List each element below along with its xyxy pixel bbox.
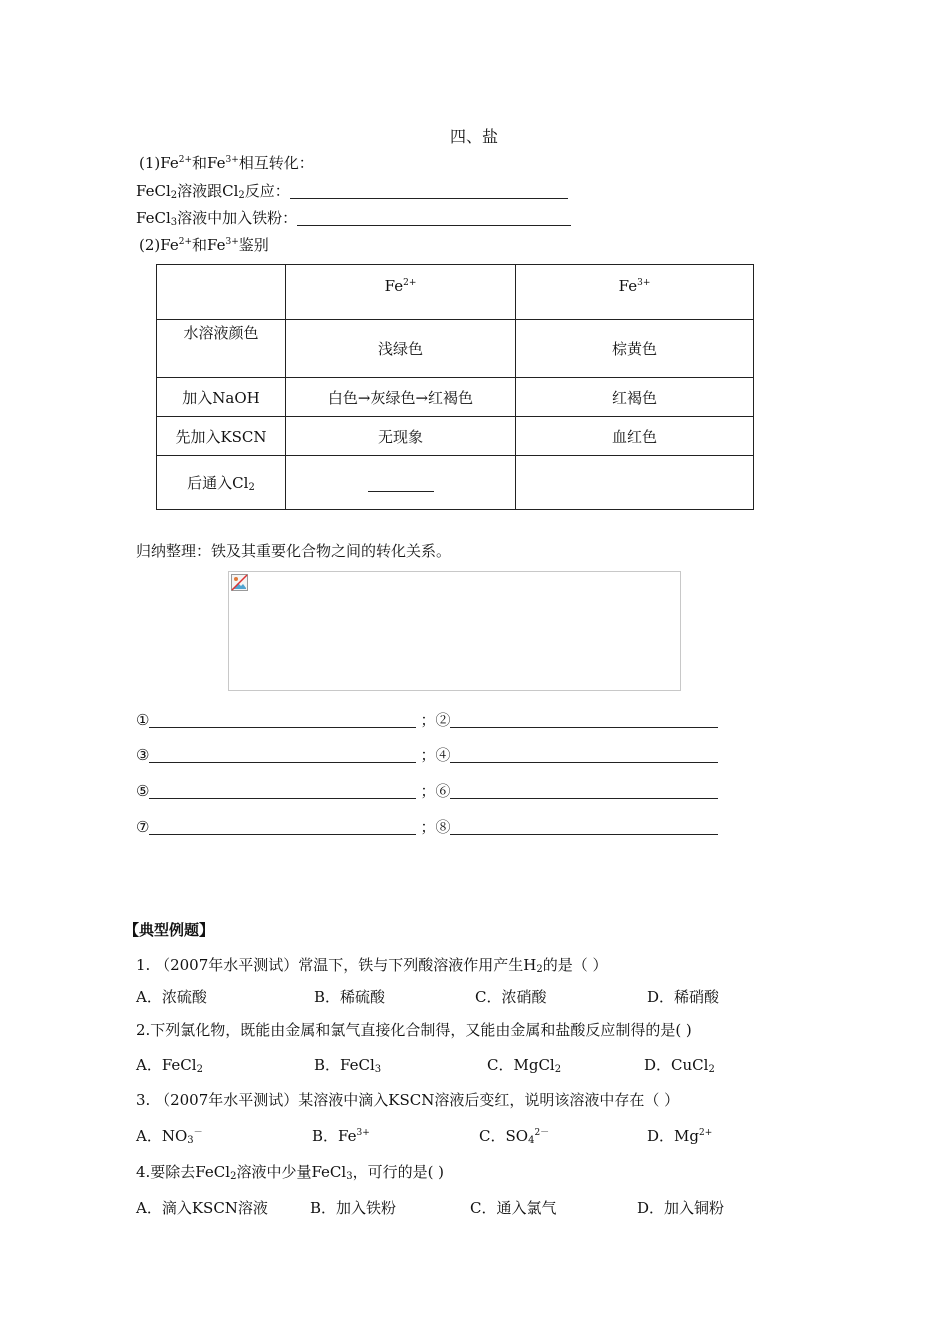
answer-blank[interactable] (450, 820, 718, 835)
section-title: 四、盐 (450, 127, 499, 146)
q3-option-d: D．$Mg^{2+}$ (647, 1127, 713, 1145)
answer-blank[interactable] (149, 748, 416, 763)
answer-row: ① ；② (136, 709, 718, 730)
q2-option-c: C．MgCl$_2$ (487, 1056, 562, 1075)
answer-row: ⑦ ；⑧ (136, 816, 718, 837)
question-1-stem: 1. （2007年水平测试）常温下，铁与下列酸溶液作用产生$H_2$的是（ ） (136, 956, 608, 975)
answer-blank[interactable] (450, 713, 718, 728)
col-header-fe2: $Fe^{2+}$ (286, 265, 516, 320)
answer-blank[interactable] (297, 211, 571, 226)
table-corner-cell (157, 265, 286, 320)
answer-blank[interactable] (149, 713, 416, 728)
table-row (157, 456, 754, 510)
row-label: 水溶液颜色 (157, 320, 286, 378)
cell-fe2: 浅绿色 (286, 320, 516, 378)
identify-heading: $(2)Fe^{2+}$和$Fe^{3+}$鉴别 (139, 236, 269, 254)
answer-blank[interactable] (149, 820, 416, 835)
answer-blank[interactable] (149, 784, 416, 799)
cell-fe3: 棕黄色 (516, 320, 754, 378)
conversion-heading: $(1)Fe^{2+}$和$Fe^{3+}$相互转化： (139, 154, 314, 172)
q1-option-b: B．稀硫酸 (314, 988, 386, 1006)
col-header-fe3: $Fe^{3+}$ (516, 265, 754, 320)
identification-table (156, 264, 754, 510)
q1-option-d: D．稀硝酸 (647, 988, 720, 1006)
examples-heading: 【典型例题】 (124, 921, 215, 939)
conversion-line-2: FeCl$_3$溶液中加入铁粉： (136, 207, 571, 228)
conversion-line-1: FeCl$_2$溶液跟$Cl_2$反应： (136, 180, 568, 201)
answer-blank[interactable] (368, 489, 434, 492)
question-3-stem: 3. （2007年水平测试）某溶液中滴入KSCN溶液后变红，说明该溶液中存在（ ） (136, 1091, 680, 1109)
cell-fe3: 血红色 (516, 417, 754, 456)
q2-option-b: B．FeCl$_3$ (314, 1056, 382, 1075)
image-placeholder (228, 571, 681, 691)
answer-row: ③ ；④ (136, 744, 718, 765)
answer-blank[interactable] (450, 748, 718, 763)
q4-option-b: B．加入铁粉 (310, 1199, 397, 1217)
q3-option-a: A．$NO_3^-$ (136, 1127, 203, 1146)
cell-fe2: 白色→灰绿色→红褐色 (286, 378, 516, 417)
question-4-stem: 4.要除去FeCl$_2$溶液中少量FeCl$_3$，可行的是( ) (136, 1163, 445, 1182)
q2-option-d: D．CuCl$_2$ (644, 1056, 715, 1075)
q1-option-c: C．浓硝酸 (475, 988, 547, 1006)
q1-option-a: A．浓硫酸 (136, 988, 207, 1006)
cell-fe2-blank (286, 456, 516, 510)
table-row (157, 417, 754, 456)
row-label: 先加入KSCN (157, 417, 286, 456)
row-label: 后通入$Cl_2$ (157, 456, 286, 510)
q3-option-b: B．$Fe^{3+}$ (312, 1127, 370, 1145)
table-row (157, 378, 754, 417)
q4-option-c: C．通入氯气 (470, 1199, 557, 1217)
cell-fe2: 无现象 (286, 417, 516, 456)
answer-row: ⑤ ；⑥ (136, 780, 718, 801)
cell-fe3: 红褐色 (516, 378, 754, 417)
q4-option-a: A．滴入KSCN溶液 (136, 1199, 268, 1217)
broken-image-icon (231, 574, 248, 591)
cell-fe3-blank (516, 456, 754, 510)
answer-blank[interactable] (450, 784, 718, 799)
row-label: 加入NaOH (157, 378, 286, 417)
q4-option-d: D．加入铜粉 (637, 1199, 725, 1217)
answer-blank[interactable] (290, 184, 568, 199)
table-row (157, 320, 754, 378)
q3-option-c: C．$SO_4^{2-}$ (479, 1127, 550, 1146)
summary-text: 归纳整理：铁及其重要化合物之间的转化关系。 (136, 542, 452, 560)
q2-option-a: A．FeCl$_2$ (136, 1056, 203, 1075)
question-2-stem: 2.下列氯化物，既能由金属和氯气直接化合制得，又能由金属和盐酸反应制得的是( ) (136, 1021, 692, 1039)
